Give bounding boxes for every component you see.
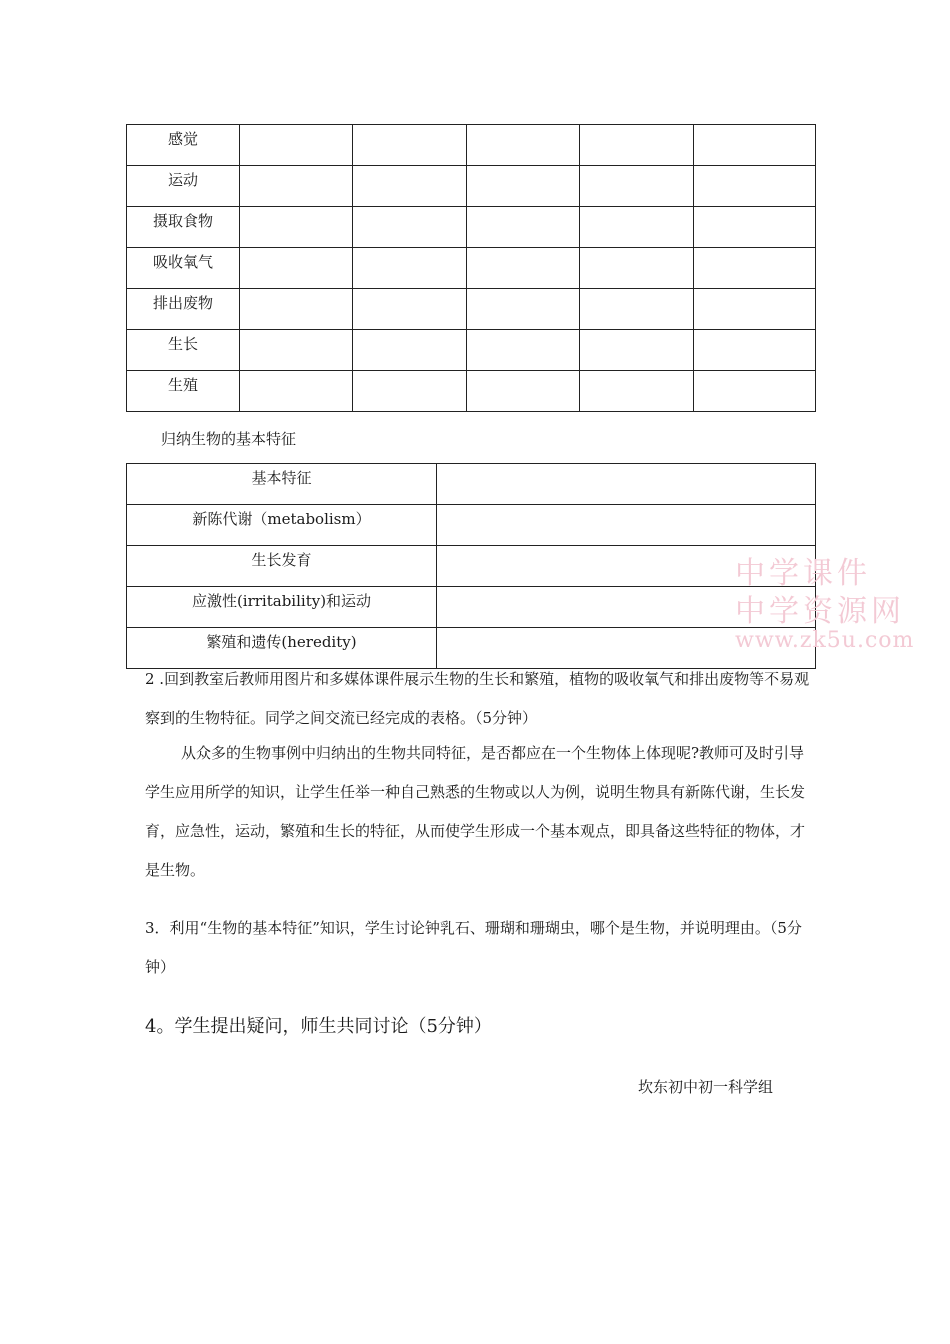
empty-cell (580, 330, 694, 371)
feature-label: 基本特征 (127, 464, 437, 505)
row-label: 排出废物 (127, 289, 240, 330)
empty-cell (694, 166, 816, 207)
watermark-line: 中学资源网 (735, 594, 905, 629)
empty-cell (694, 371, 816, 412)
table-row (127, 248, 816, 289)
row-label: 生殖 (127, 371, 240, 412)
table-row (127, 207, 816, 248)
table-row (127, 505, 816, 546)
row-label: 摄取食物 (127, 207, 240, 248)
empty-cell (240, 125, 353, 166)
table-row (127, 166, 816, 207)
empty-cell (437, 587, 816, 628)
empty-cell (353, 207, 467, 248)
empty-cell (240, 248, 353, 289)
empty-cell (240, 330, 353, 371)
signature: 坎东初中初一科学组 (638, 1078, 774, 1096)
empty-cell (467, 248, 580, 289)
empty-cell (353, 125, 467, 166)
empty-cell (240, 289, 353, 330)
paragraph-step-3: 3．利用“生物的基本特征”知识，学生讨论钟乳石、珊瑚和珊瑚虫，哪个是生物，并说明理由。（5分钟） (145, 919, 802, 976)
empty-cell (694, 330, 816, 371)
table-row (127, 125, 816, 166)
empty-cell (580, 289, 694, 330)
empty-cell (467, 125, 580, 166)
paragraph-step-4: 4。学生提出疑问，师生共同讨论（5分钟） (145, 1016, 492, 1037)
empty-cell (240, 371, 353, 412)
feature-label: 繁殖和遗传(heredity) (127, 628, 437, 669)
empty-cell (694, 207, 816, 248)
paragraph-discussion: 从众多的生物事例中归纳出的生物共同特征，是否都应在一个生物体上体现呢?教师可及时引导学生应用所学的知识，让学生任举一种自己熟悉的生物或以人为例，说明生物具有新陈代谢，生长发育，应急性，运动，繁殖和生长的特征，从而使学生形成一个基本观点，即具备这些特征的物体，才是生物。 (145, 744, 806, 879)
table-row (127, 330, 816, 371)
empty-cell (437, 546, 816, 587)
paragraph-step-2: 2 .回到教室后教师用图片和多媒体课件展示生物的生长和繁殖，植物的吸收氧气和排出废物等不易观察到的生物特征。同学之间交流已经完成的表格。（5分钟） (145, 670, 810, 727)
empty-cell (580, 248, 694, 289)
empty-cell (694, 125, 816, 166)
empty-cell (240, 166, 353, 207)
empty-cell (694, 289, 816, 330)
empty-cell (467, 166, 580, 207)
watermark-line: 中学课件 (735, 556, 871, 591)
observation-table (126, 124, 816, 412)
empty-cell (467, 207, 580, 248)
empty-cell (694, 248, 816, 289)
feature-table (126, 463, 816, 669)
row-label: 生长 (127, 330, 240, 371)
empty-cell (353, 166, 467, 207)
empty-cell (580, 207, 694, 248)
empty-cell (467, 330, 580, 371)
empty-cell (353, 289, 467, 330)
table-row (127, 587, 816, 628)
watermark-url: www.zk5u.com (735, 628, 915, 653)
empty-cell (580, 125, 694, 166)
table-caption: 归纳生物的基本特征 (161, 430, 297, 448)
row-label: 运动 (127, 166, 240, 207)
row-label: 吸收氧气 (127, 248, 240, 289)
empty-cell (353, 371, 467, 412)
empty-cell (437, 505, 816, 546)
empty-cell (580, 166, 694, 207)
feature-label: 生长发育 (127, 546, 437, 587)
table-row (127, 546, 816, 587)
empty-cell (240, 207, 353, 248)
empty-cell (467, 371, 580, 412)
table-row (127, 464, 816, 505)
row-label: 感觉 (127, 125, 240, 166)
empty-cell (580, 371, 694, 412)
feature-label: 新陈代谢（metabolism） (127, 505, 437, 546)
empty-cell (353, 330, 467, 371)
empty-cell (353, 248, 467, 289)
feature-label: 应激性(irritability)和运动 (127, 587, 437, 628)
table-row (127, 289, 816, 330)
empty-cell (467, 289, 580, 330)
table-row (127, 371, 816, 412)
empty-cell (437, 464, 816, 505)
